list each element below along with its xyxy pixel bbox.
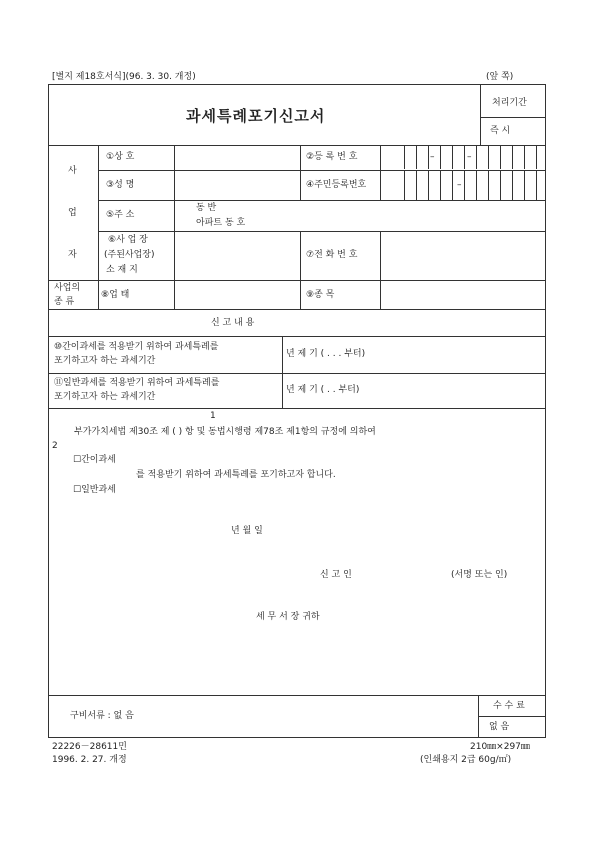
fee-label: 수 수 료 [493, 701, 525, 711]
option-general: ☐일반과세 [73, 485, 116, 495]
process-mid-line [480, 117, 546, 118]
frame-right [545, 84, 546, 738]
digit-box [524, 170, 537, 200]
resident-dash: – [457, 180, 462, 190]
applicant-char-3: 자 [68, 250, 77, 260]
fee-mid-line [478, 716, 546, 717]
business-type-label-2: 종 류 [54, 297, 75, 307]
frame-top [48, 84, 546, 85]
superscript-2: 2 [52, 441, 58, 451]
law-statement: 부가가치세법 제30조 제 ( ) 항 및 동법시행령 제78조 제1항의 규정에 의하여 [74, 427, 376, 437]
date-line: 년 월 일 [231, 526, 263, 536]
biz-place-line-1: ⑥사 업 장 [108, 235, 148, 245]
col-line [380, 145, 381, 200]
applicant-char-2: 업 [68, 208, 77, 218]
col-line [300, 145, 301, 200]
signature-label: (서명 또는 인) [451, 570, 508, 580]
reporter-label: 신 고 인 [320, 570, 352, 580]
col-line [282, 336, 283, 408]
row-line [48, 336, 546, 337]
biz-place-line-3: 소 재 지 [106, 265, 138, 275]
paper-size: 210㎜×297㎜ [470, 742, 530, 752]
footer-code: 22226－28611민 [52, 742, 127, 752]
applicant-char-1: 사 [68, 166, 77, 176]
form-id: [별지 제18호서식](96. 3. 30. 개정) [52, 72, 196, 82]
process-divider [480, 84, 481, 145]
reg-number-label: ②등 록 번 호 [306, 152, 358, 162]
resident-number-label: ④주민등록번호 [306, 180, 367, 190]
phone-label: ⑦전 화 번 호 [306, 250, 358, 260]
report-heading: 신 고 내 용 [211, 318, 255, 328]
footer-date: 1996. 2. 27. 개정 [52, 755, 127, 765]
row-line [48, 408, 546, 409]
address-apt: 아파트 동 호 [196, 218, 246, 228]
simplified-period: 년 제 기 ( . . . 부터) [286, 349, 366, 359]
row-line [48, 280, 546, 281]
fee-value: 없 음 [489, 722, 510, 732]
row-line [98, 200, 546, 201]
col-line [98, 145, 99, 309]
page-side: (앞 쪽) [486, 72, 514, 82]
business-item-label: ⑨종 목 [306, 290, 335, 300]
address-dong: 동 반 [196, 203, 217, 213]
attachments-label: 구비서류 : 없 음 [70, 711, 134, 721]
frame-left [48, 84, 49, 738]
general-label-1: ⑪일반과세를 적용받기 위하여 과세특례를 [54, 378, 220, 388]
paper-spec: (인쇄용지 2급 60g/㎡) [420, 755, 512, 765]
superscript-1: 1 [210, 411, 216, 421]
col-line [174, 145, 175, 309]
option-simplified: ☐간이과세 [73, 455, 116, 465]
business-type-label-1: 사업의 [54, 283, 81, 293]
digit-box [524, 145, 537, 169]
form-title: 과세특례포기신고서 [186, 107, 326, 125]
business-name-label: ①상 호 [106, 152, 135, 162]
row-line [48, 373, 546, 374]
general-period: 년 제 기 ( . . 부터) [286, 385, 360, 395]
col-line [300, 231, 301, 309]
business-category-label: ⑧업 태 [101, 290, 130, 300]
row-line [48, 695, 546, 696]
reg-dash-2: – [467, 152, 472, 162]
simplified-label-2: 포기하고자 하는 과세기간 [54, 356, 156, 366]
general-label-2: 포기하고자 하는 과세기간 [54, 392, 156, 402]
reg-dash-1: – [430, 152, 435, 162]
col-line [380, 231, 381, 309]
row-line [48, 309, 546, 310]
statement-sentence: 를 적용받기 위하여 과세특례를 포기하고자 합니다. [136, 470, 336, 480]
process-period-label: 처리기간 [492, 98, 527, 108]
biz-place-line-2: (주된사업장) [104, 250, 155, 260]
process-period-value: 즉 시 [490, 126, 511, 136]
simplified-label-1: ⑩간이과세를 적용받기 위하여 과세특례를 [54, 342, 219, 352]
address-label: ⑤주 소 [106, 210, 135, 220]
row-line [98, 231, 546, 232]
frame-bottom [48, 737, 546, 738]
person-name-label: ③성 명 [106, 180, 135, 190]
addressee: 세 무 서 장 귀하 [256, 612, 320, 622]
